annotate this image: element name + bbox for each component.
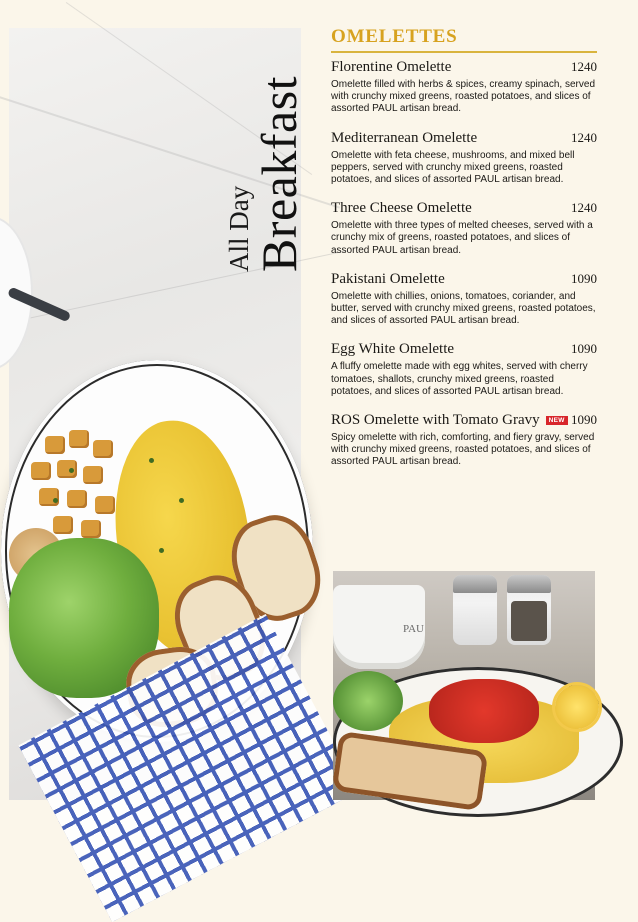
item-description: Omelette filled with herbs & spices, creamy spinach, served with crunchy mixed greens, roasted potatoes, and slices of assorted PAUL artisan bread. <box>331 79 595 115</box>
item-description: Omelette with feta cheese, mushrooms, and mixed bell peppers, served with crunchy mixed greens, roasted potatoes, and slices of assorted PAUL artisan bread. <box>331 149 575 186</box>
section-divider <box>331 51 597 53</box>
new-badge: NEW <box>546 416 568 425</box>
tomato-gravy <box>429 679 539 743</box>
item-description: Omelette with chillies, onions, tomatoes, coriander, and butter, served with crunchy mixed greens, roasted potatoes, and slices of assorted PAUL artisan bread. <box>331 290 596 327</box>
lemon-slice <box>555 685 599 729</box>
menu-section <box>331 26 597 483</box>
item-name: Three Cheese Omelette <box>331 200 472 217</box>
breakfast-photo <box>9 28 307 800</box>
item-description: Spicy omelette with rich, comforting, and fiery gravy, served with crunchy mixed greens, roasted potatoes, and slices of assorted PAUL artisan bread. <box>331 432 595 468</box>
salt-shaker <box>453 575 497 645</box>
menu-item <box>331 59 597 116</box>
item-description: A fluffy omelette made with egg whites, served with cherry tomatoes, shallots, crunchy mixed greens, roasted potatoes, and slices of assorted PAUL artisan bread. <box>331 361 588 397</box>
item-price: 1240 <box>571 129 597 145</box>
menu-item <box>331 271 597 328</box>
menu-item <box>331 412 597 469</box>
item-name: Florentine Omelette <box>331 59 452 75</box>
item-price: 1090 <box>571 270 597 286</box>
item-description: Omelette with three types of melted cheeses, served with a crunchy mix of greens, roasted potatoes, and slices of assorted PAUL artisan bread. <box>331 220 593 256</box>
item-name <box>331 412 568 429</box>
pepper-shaker <box>507 575 551 645</box>
item-name: Egg White Omelette <box>331 341 455 358</box>
title-big: Breakfast <box>251 75 307 273</box>
omelette-gravy-photo <box>333 571 595 800</box>
item-price: 1090 <box>571 412 597 428</box>
item-name: Pakistani Omelette <box>331 270 445 287</box>
item-price: 1240 <box>571 59 597 74</box>
item-name-text: ROS Omelette with Tomato Gravy <box>331 412 540 429</box>
section-title: OMELETTES <box>331 26 458 47</box>
cup-logo-text: PAU <box>403 623 424 635</box>
menu-item <box>331 200 597 257</box>
item-price: 1090 <box>571 341 597 357</box>
item-price: 1240 <box>571 200 597 216</box>
title-small: All Day <box>224 185 254 273</box>
menu-item <box>331 341 597 398</box>
item-name: Mediterranean Omelette <box>331 129 478 146</box>
menu-item <box>331 130 597 187</box>
page-title <box>214 68 314 280</box>
